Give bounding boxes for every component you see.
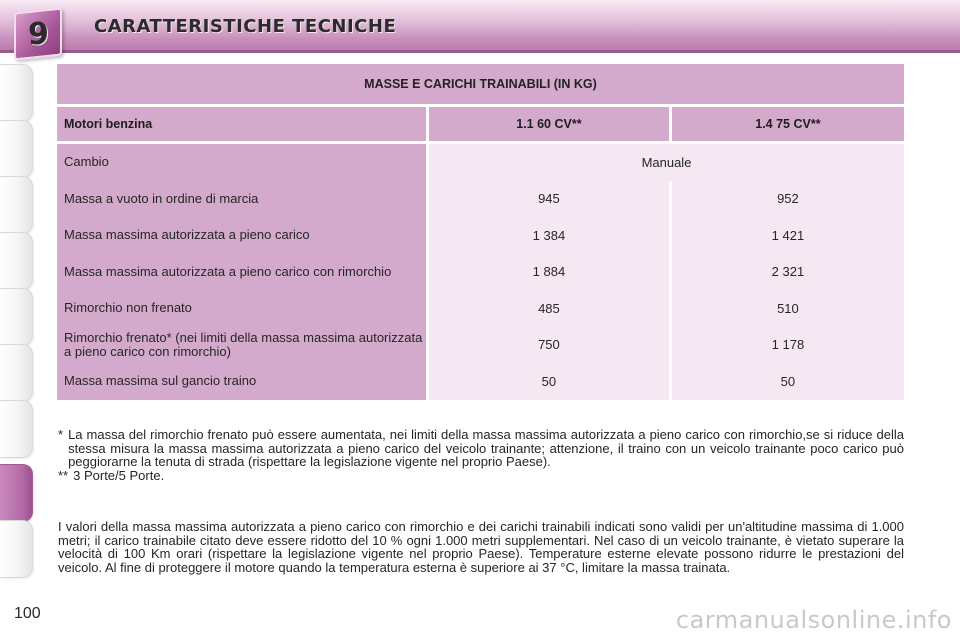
validity-paragraph: I valori della massa massima autorizzata a pieno carico con rimorchio e dei carichi trainabili indicati sono validi per un'altitudine massima di 1.000 metri; il carico trainabile citato deve essere ridotto del 10 % ogni 1.000 metri supplementari. Nel caso di un veicolo trainante, è vietato superare la velocità di 100 Km orari (rispettare la legislazione vigente nel proprio Paese). Temperature esterne elevate possono ridurre le prestazioni del veicolo. Al fine di proteggere il motore quando la temperatura esterna è superiore ai 37 °C, limitare la massa trainata. [58, 519, 904, 575]
page-title: CARATTERISTICHE TECNICHE [94, 16, 397, 37]
col-header-engine-2: 1.4 75 CV** [672, 107, 904, 144]
row-value-engine-2: 1 178 [672, 327, 904, 364]
footnote-2 [58, 469, 904, 483]
masses-table [57, 64, 904, 400]
chapter-number: 9 [27, 16, 49, 52]
row-value-engine-2: 510 [672, 290, 904, 327]
row-label: Massa massima autorizzata a pieno carico con rimorchio [57, 254, 429, 291]
chapter-tab-9-active[interactable] [0, 464, 33, 522]
footnote-1 [58, 428, 904, 469]
chapter-tab-6[interactable] [0, 344, 33, 402]
row-label: Massa a vuoto in ordine di marcia [57, 181, 429, 218]
row-value-engine-1: 945 [429, 181, 672, 218]
page-number: 100 [14, 605, 41, 622]
row-value-engine-2: 2 321 [672, 254, 904, 291]
row-value-engine-1: 1 884 [429, 254, 672, 291]
row-value: Manuale [429, 144, 904, 181]
row-label: Rimorchio frenato* (nei limiti della massa massima autorizzata a pieno carico con rimorchio) [57, 327, 429, 364]
chapter-tab-7[interactable] [0, 400, 33, 458]
footnote-mark: * [58, 427, 64, 442]
table-row [57, 254, 904, 291]
row-value-engine-1: 50 [429, 363, 672, 400]
chapter-tab-5[interactable] [0, 288, 33, 346]
chapter-tab-2[interactable] [0, 120, 33, 178]
chapter-tab-10[interactable] [0, 520, 33, 578]
header-line [0, 50, 960, 53]
footnote-text: La massa del rimorchio frenato può essere aumentata, nei limiti della massa massima autorizzata a pieno carico con rimorchio,se si riduce della stessa misura la massa massima autorizzata a pieno carico del veicolo trainante; attenzione, il traino con un veicolo trainante poco carico può peggiorarne la tenuta di strada (rispettare la legislazione vigente nel proprio Paese). [68, 427, 904, 469]
row-label: Rimorchio non frenato [57, 290, 429, 327]
table-title: MASSE E CARICHI TRAINABILI (IN KG) [57, 64, 904, 107]
row-label: Massa massima autorizzata a pieno carico [57, 217, 429, 254]
col-header-engine: Motori benzina [57, 107, 429, 144]
row-value-engine-1: 485 [429, 290, 672, 327]
watermark: carmanualsonline.info [675, 606, 952, 634]
row-label: Cambio [57, 144, 429, 181]
table-row [57, 327, 904, 364]
table-row [57, 217, 904, 254]
row-value-engine-2: 50 [672, 363, 904, 400]
row-label: Massa massima sul gancio traino [57, 363, 429, 400]
chapter-tab-4[interactable] [0, 232, 33, 290]
row-value-engine-1: 750 [429, 327, 672, 364]
footnote-text: 3 Porte/5 Porte. [73, 467, 165, 483]
chapter-tab-1[interactable] [0, 64, 33, 122]
footnotes [58, 428, 904, 482]
table-row [57, 181, 904, 218]
chapter-tab-3[interactable] [0, 176, 33, 234]
row-value-engine-2: 1 421 [672, 217, 904, 254]
table-row [57, 144, 904, 181]
chapter-badge [14, 7, 62, 60]
row-value-engine-1: 1 384 [429, 217, 672, 254]
table-row [57, 290, 904, 327]
footnote-mark: ** [58, 467, 69, 483]
row-value-engine-2: 952 [672, 181, 904, 218]
table-header-row [57, 107, 904, 144]
table-title-row [57, 64, 904, 107]
chapter-tabs [0, 64, 34, 574]
col-header-engine-1: 1.1 60 CV** [429, 107, 672, 144]
table-row [57, 363, 904, 400]
